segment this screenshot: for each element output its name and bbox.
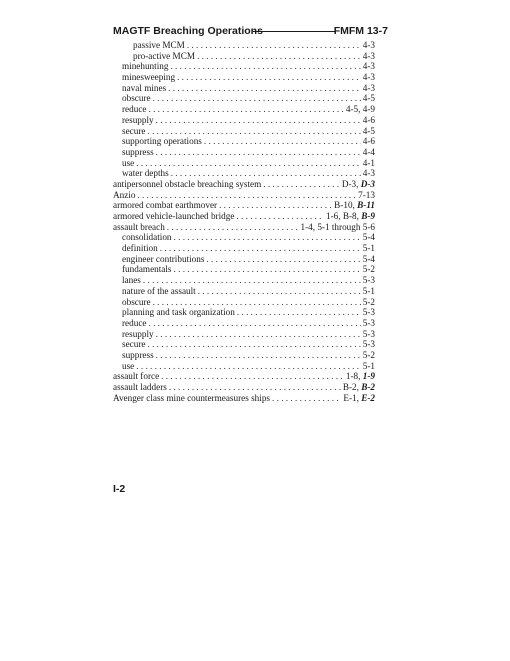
page-reference: 5-1	[362, 360, 375, 371]
index-entry	[113, 339, 375, 350]
page-reference: 5-2	[362, 296, 375, 307]
index-entry	[113, 168, 375, 179]
index-list	[113, 40, 375, 403]
page-references	[363, 297, 375, 308]
dot-leader	[147, 339, 360, 350]
page-reference: B-2,	[342, 382, 362, 392]
index-entry	[113, 243, 375, 254]
running-header	[113, 24, 388, 38]
page-reference: 5-2	[362, 264, 375, 275]
dot-leader	[160, 243, 361, 254]
index-term: use	[122, 360, 135, 371]
page-references	[363, 243, 375, 254]
page-references	[363, 318, 375, 329]
index-entry	[113, 83, 375, 94]
page-references	[363, 136, 375, 147]
index-term: assault ladders	[113, 382, 167, 392]
index-term: minehunting	[122, 61, 169, 72]
index-entry	[113, 136, 375, 147]
page-reference: 4-3	[362, 40, 375, 50]
index-entry	[113, 254, 375, 265]
dot-leader	[171, 168, 361, 179]
page-reference: 4-3	[362, 82, 375, 93]
index-term: pro-active MCM	[133, 50, 196, 61]
dot-leader	[168, 83, 361, 94]
page-references	[363, 232, 375, 243]
dot-leader	[143, 275, 361, 286]
page-references	[363, 286, 375, 297]
page-references	[363, 40, 375, 51]
publication-number: FMFM 13-7	[333, 25, 388, 37]
index-entry	[113, 232, 375, 243]
page-reference: 4-5	[362, 125, 375, 136]
index-entry	[113, 190, 375, 201]
figure-reference: B-2	[361, 382, 375, 392]
index-entry	[113, 318, 375, 329]
index-term: Avenger class mine countermeasures ships	[113, 392, 270, 403]
dot-leader	[136, 361, 361, 372]
page-references	[334, 200, 375, 211]
dot-leader	[198, 286, 361, 297]
page-references	[363, 339, 375, 350]
index-term: secure	[122, 125, 146, 136]
index-entry	[113, 329, 375, 340]
index-entry	[113, 93, 375, 104]
page-references	[363, 147, 375, 158]
index-entry	[113, 371, 375, 382]
index-term: resupply	[122, 328, 154, 339]
figure-reference: B-9	[361, 211, 375, 221]
index-term: water depths	[122, 168, 169, 179]
page-references	[363, 115, 375, 126]
figure-reference: 1-9	[362, 371, 375, 382]
dot-leader	[272, 393, 341, 404]
dot-leader	[167, 222, 299, 233]
index-term: secure	[122, 339, 146, 350]
page-reference: 7-13	[358, 189, 375, 200]
page-references	[363, 168, 375, 179]
dot-leader	[174, 264, 361, 275]
dot-leader	[197, 51, 361, 62]
index-term: reduce	[122, 317, 147, 328]
index-entry	[113, 200, 375, 211]
page-references	[363, 307, 375, 318]
index-term: obscure	[122, 296, 151, 307]
dot-leader	[177, 72, 361, 83]
page-reference: D-3,	[341, 178, 361, 189]
page-reference: 4-3	[362, 50, 375, 61]
page-reference: 1-4, 5-1 through 5-6	[300, 221, 375, 232]
page-references	[358, 190, 375, 201]
dot-leader	[148, 104, 343, 115]
figure-reference: D-3	[360, 178, 375, 189]
dot-leader	[153, 297, 361, 308]
index-term: nature of the assault	[122, 285, 196, 296]
index-entry	[113, 286, 375, 297]
page-references	[343, 393, 375, 404]
index-entry	[113, 222, 375, 233]
page-references	[363, 83, 375, 94]
figure-reference: B-11	[357, 200, 375, 211]
index-term: reduce	[122, 104, 147, 115]
index-entry	[113, 297, 375, 308]
page-references	[363, 264, 375, 275]
page-reference: 4-6	[362, 136, 375, 147]
page-reference: 1-6, B-8,	[326, 211, 362, 221]
dot-leader	[263, 179, 340, 190]
dot-leader	[219, 200, 332, 211]
page-references	[363, 329, 375, 340]
index-term: naval mines	[122, 82, 167, 93]
index-entry	[113, 147, 375, 158]
index-entry	[113, 393, 375, 404]
index-entry	[113, 264, 375, 275]
page-references	[363, 350, 375, 361]
page-reference: E-1,	[343, 392, 362, 403]
page-reference: 5-4	[362, 253, 375, 264]
dot-leader	[237, 307, 361, 318]
page-reference: 5-3	[362, 307, 375, 318]
dot-leader	[137, 190, 356, 201]
page-reference: 4-4	[362, 146, 375, 157]
page-reference: 5-3	[362, 339, 375, 350]
page-reference: 5-3	[362, 275, 375, 286]
dot-leader	[187, 40, 361, 51]
index-term: suppress	[122, 349, 154, 360]
publication-title: MAGTF Breaching Operations	[113, 25, 263, 37]
index-entry	[113, 361, 375, 372]
page-references	[363, 61, 375, 72]
index-entry	[113, 382, 375, 393]
page-references	[363, 361, 375, 372]
index-entry	[113, 51, 375, 62]
index-entry	[113, 350, 375, 361]
page-references	[343, 382, 375, 393]
page-reference: B-10,	[334, 200, 358, 211]
page-reference: 4-3	[362, 61, 375, 72]
index-term: assault breach	[113, 221, 165, 232]
dot-leader	[204, 136, 361, 147]
page-references	[326, 211, 375, 222]
dot-leader	[174, 232, 361, 243]
index-entry	[113, 179, 375, 190]
page-references	[363, 126, 375, 137]
index-term: passive MCM	[133, 40, 185, 50]
index-term: resupply	[122, 114, 154, 125]
index-term: suppress	[122, 146, 154, 157]
dot-leader	[156, 115, 361, 126]
dot-leader	[156, 329, 361, 340]
dot-leader	[236, 211, 324, 222]
index-term: definition	[122, 243, 158, 254]
page-references	[346, 104, 375, 115]
index-term: fundamentals	[122, 264, 172, 275]
page-reference: 4-6	[362, 114, 375, 125]
page-references	[363, 158, 375, 169]
index-entry	[113, 61, 375, 72]
index-term: minesweeping	[122, 72, 176, 83]
dot-leader	[161, 371, 344, 382]
dot-leader	[169, 382, 341, 393]
dot-leader	[156, 350, 361, 361]
index-entry	[113, 158, 375, 169]
page-references	[342, 179, 375, 190]
page-references	[363, 72, 375, 83]
page-reference: 1-8,	[345, 371, 363, 382]
page-reference: 5-3	[362, 328, 375, 339]
page-reference: 4-3	[362, 168, 375, 179]
index-term: armored vehicle-launched bridge	[113, 211, 235, 221]
page-reference: 5-2	[362, 349, 375, 360]
page-references	[363, 93, 375, 104]
index-term: supporting operations	[122, 136, 202, 147]
index-entry	[113, 104, 375, 115]
index-term: assault force	[113, 371, 160, 382]
page-reference: 5-4	[362, 232, 375, 243]
index-term: obscure	[122, 93, 151, 104]
page-reference: 4-5, 4-9	[345, 104, 375, 115]
dot-leader	[153, 93, 361, 104]
header-rule	[253, 31, 336, 32]
index-term: antipersonnel obstacle breaching system	[113, 178, 262, 189]
page-references	[363, 51, 375, 62]
page-reference: 4-1	[362, 157, 375, 168]
page-reference: 5-1	[362, 285, 375, 296]
index-term: Anzio	[113, 189, 136, 200]
index-term: lanes	[122, 275, 141, 286]
page-reference: 5-1	[362, 243, 375, 254]
dot-leader	[148, 318, 360, 329]
page-references	[363, 275, 375, 286]
dot-leader	[136, 158, 361, 169]
index-entry	[113, 275, 375, 286]
index-entry	[113, 211, 375, 222]
index-entry	[113, 126, 375, 137]
page-reference: 4-5	[362, 93, 375, 104]
page-references	[300, 222, 375, 233]
index-term: use	[122, 157, 135, 168]
index-entry	[113, 307, 375, 318]
page-references	[363, 254, 375, 265]
index-entry	[113, 72, 375, 83]
page-references	[346, 371, 375, 382]
index-entry	[113, 115, 375, 126]
figure-reference: E-2	[361, 392, 375, 403]
dot-leader	[206, 254, 360, 265]
index-entry	[113, 40, 375, 51]
page-reference: 4-3	[362, 72, 375, 83]
index-term: engineer contributions	[122, 253, 205, 264]
index-term: consolidation	[122, 232, 172, 243]
dot-leader	[170, 61, 360, 72]
index-term: planning and task organization	[122, 307, 235, 318]
dot-leader	[147, 126, 360, 137]
index-term: armored combat earthmover	[113, 200, 218, 211]
page-reference: 5-3	[362, 317, 375, 328]
page-number: I-2	[113, 483, 126, 495]
dot-leader	[156, 147, 361, 158]
